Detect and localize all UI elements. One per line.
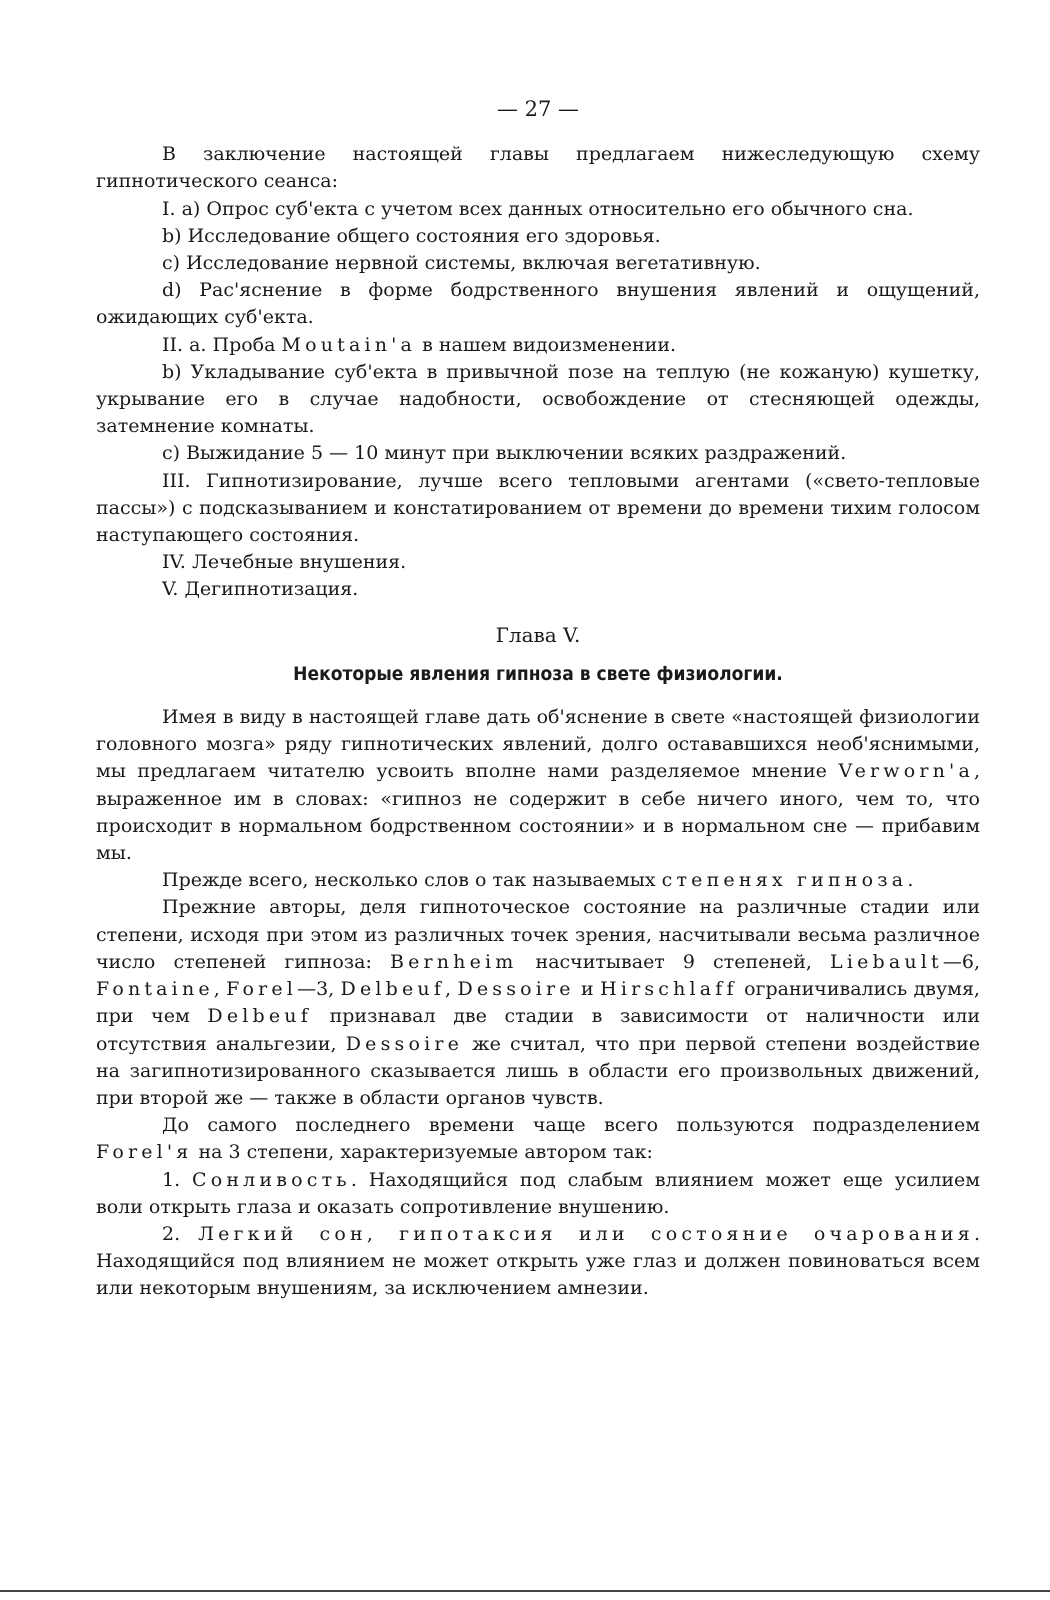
text-fragment: признавал две стадии в зависимости от наличности или отсутствия анальгезии, — [96, 1005, 980, 1055]
scheme-item-5: V. Дегипнотизация. — [162, 578, 359, 601]
emphasized-term: Сонливость — [192, 1168, 351, 1191]
emphasized-term: Легкий сон, гипотаксия или состояние очарования — [198, 1222, 974, 1245]
author-name: Forel'я — [96, 1141, 193, 1164]
scheme-item-1d: d) Рас'яснение в форме бодрственного внушения явлений и ощущений, ожидающих суб'екта. — [96, 279, 980, 329]
page-content — [96, 96, 980, 1303]
text-fragment: II. a. Проба — [162, 333, 282, 356]
text-fragment: —6, — [942, 950, 980, 973]
text-fragment: же считал, что при первой степени воздействие на загипнотизированного сказывается лишь в области его произвольных движений, при второй же — также в области органов чувств. — [96, 1032, 980, 1109]
degree-1 — [96, 1167, 980, 1221]
chapter-title: Некоторые явления гипноза в свете физиологии. — [293, 662, 783, 685]
text-fragment: ограничивались двумя, при чем — [96, 978, 980, 1028]
paragraph-verworn — [96, 704, 980, 867]
text-fragment: . — [907, 869, 914, 892]
author-name: Delbeuf — [207, 1005, 312, 1028]
scheme-item-4: IV. Лечебные внушения. — [162, 551, 407, 574]
scheme-item-2b: b) Укладывание суб'екта в привычной позе на теплую (не кожаную) кушетку, укрывание его в случае надобности, освобождение от стесняющей одежды, затемнение комнаты. — [96, 360, 980, 438]
page-number: — 27 — — [496, 97, 580, 121]
text-fragment: на 3 степени, характеризуемые автором так: — [192, 1141, 653, 1164]
author-name: Moutain'a — [281, 333, 417, 356]
degree-2 — [96, 1221, 980, 1303]
text-fragment: 2. — [162, 1222, 199, 1245]
page-bottom-rule — [0, 1590, 1050, 1592]
scheme-intro: В заключение настоящей главы предлагаем нижеследующую схему гипнотического сеанса: — [96, 143, 980, 193]
author-name: Dessoire — [345, 1032, 464, 1055]
text-fragment: Имея в виду в настоящей главе дать об'яснение в свете «настоящей физиологии головного мозга» ряду гипнотических явлений, долго остававшихся необ'яснимыми, мы предлагаем читателю усвоить вполне нами разделяемое мнение — [96, 706, 980, 783]
text-fragment: , — [445, 978, 458, 1001]
text-fragment: 1. — [162, 1168, 192, 1191]
author-name: Bernheim — [389, 950, 518, 973]
paragraph-authors — [96, 894, 980, 1112]
text-fragment: Прежде всего, несколько слов о так называемых — [162, 869, 662, 892]
scheme-item-2a — [96, 332, 980, 359]
author-name: Liebault — [830, 950, 943, 973]
author-name: Forel — [226, 978, 298, 1001]
emphasized-term: степенях гипноза — [661, 869, 908, 892]
text-fragment: Прежние авторы, деля гипноточеское состояние на различные стадии или степени, исходя при этом из различных точек зрения, насчитывали весьма различное число степеней гипноза: — [96, 896, 980, 973]
author-name: Delbeuf — [340, 978, 446, 1001]
text-fragment: , — [213, 978, 227, 1001]
author-name: Dessoire — [457, 978, 575, 1001]
scheme-item-1c: c) Исследование нервной системы, включая вегетативную. — [162, 252, 761, 275]
text-fragment: . Находящийся под влиянием не может открыть уже глаз и должен повиноваться всем или некоторым внушениям, за исключением амнезии. — [96, 1222, 980, 1300]
author-name: Verworn'a — [838, 760, 974, 783]
paragraph-degrees-intro — [96, 867, 980, 894]
scheme-item-1b: b) Исследование общего состояния его здоровья. — [162, 224, 661, 247]
scheme-item-1a: I. a) Опрос суб'екта с учетом всех данных относительно его обычного сна. — [162, 197, 914, 220]
author-name: Hirschlaff — [600, 978, 738, 1001]
text-fragment: и — [574, 978, 601, 1001]
text-fragment: До самого последнего времени чаще всего пользуются подразделением — [162, 1114, 980, 1137]
chapter-label: Глава V. — [495, 622, 581, 647]
scheme-item-3: III. Гипнотизирование, лучше всего тепловыми агентами («свето-тепловые пассы») с подсказыванием и констатированием от времени до времени тихим голосом наступающего состояния. — [96, 469, 980, 547]
scheme-item-2c: c) Выжидание 5 — 10 минут при выключении всяких раздражений. — [162, 442, 847, 465]
text-fragment: насчитывает 9 степеней, — [517, 950, 831, 973]
text-fragment: в нашем видоизменении. — [416, 333, 677, 356]
text-fragment: , выраженное им в словах: «гипноз не содержит в себе ничего иного, чем то, что происходит в нормальном бодрственном состоянии» и в нормальном сне — прибавим мы. — [96, 760, 980, 865]
text-fragment: . Находящийся под слабым влиянием может еще усилием воли открыть глаза и оказать сопротивление внушению. — [96, 1168, 981, 1218]
paragraph-forel — [96, 1112, 980, 1166]
text-fragment: —3, — [297, 978, 341, 1001]
author-name: Fontaine — [96, 978, 214, 1001]
